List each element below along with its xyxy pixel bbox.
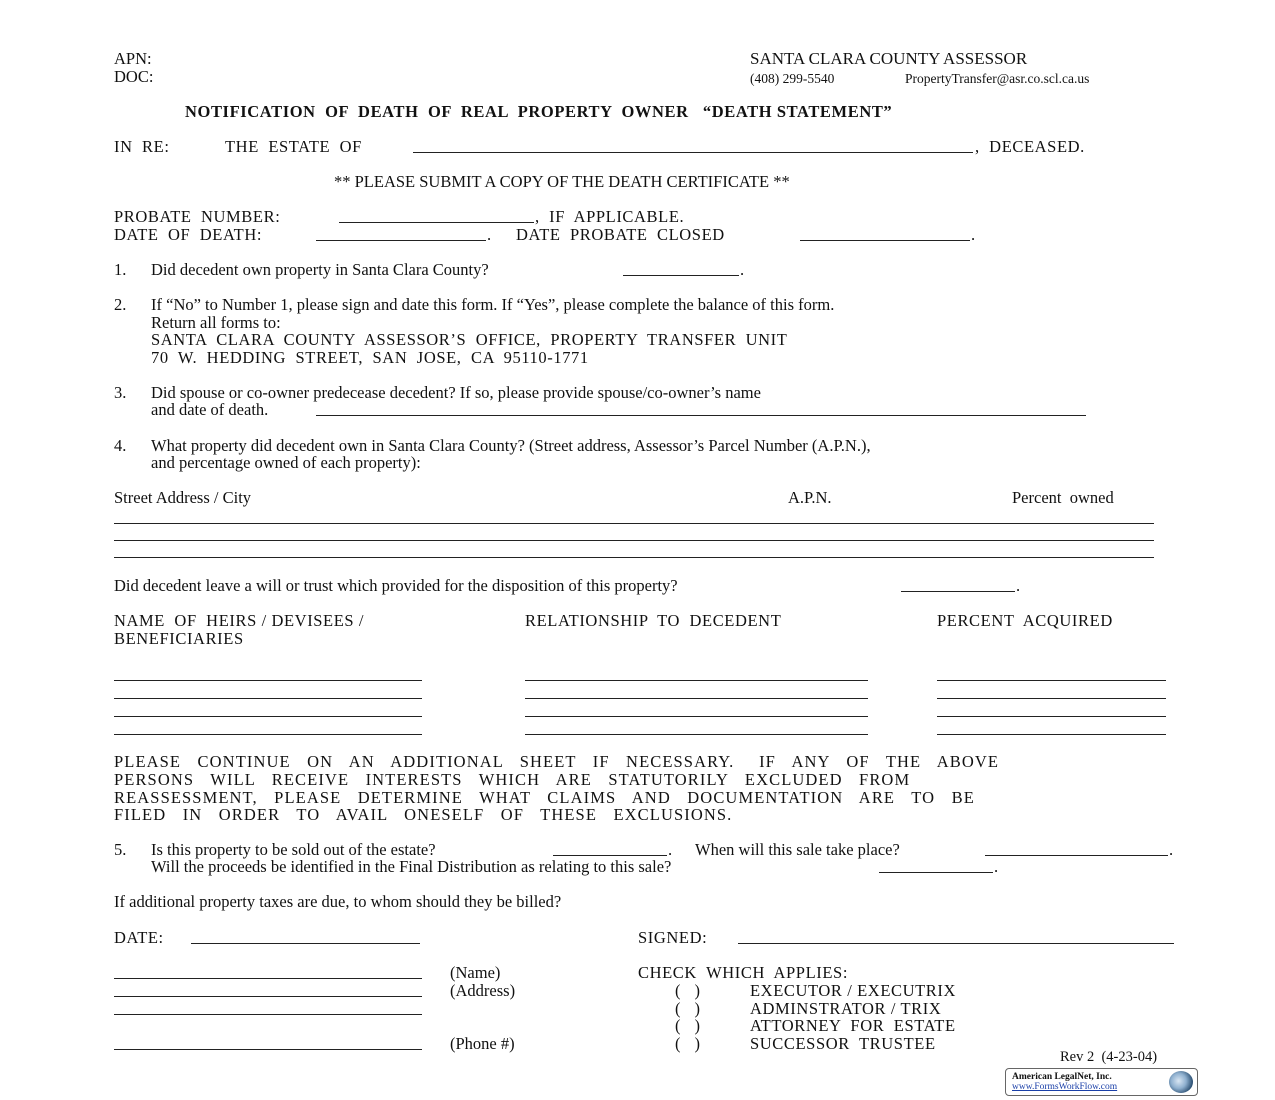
proceeds-question-text: Will the proceeds be identified in the Final Distribution as relating to this sale? — [151, 857, 672, 876]
when-sale-answer-field[interactable] — [985, 855, 1168, 856]
heir-2-relationship-field[interactable] — [525, 698, 868, 699]
period: . — [487, 225, 492, 244]
heir-4-percent-field[interactable] — [937, 734, 1166, 735]
checkbox-successor-trustee[interactable] — [675, 1035, 727, 1053]
question-text: Did decedent own property in Santa Clara County? — [151, 260, 489, 279]
column-percent-owned: Percent owned — [1012, 488, 1114, 507]
question-number: 2. — [114, 295, 127, 314]
heir-1-relationship-field[interactable] — [525, 680, 868, 681]
estate-name-field[interactable] — [413, 152, 973, 153]
column-street-address: Street Address / City — [114, 488, 252, 507]
date-of-death-label: DATE OF DEATH: — [114, 225, 263, 244]
apn-label: APN: — [114, 49, 152, 68]
question-text: If “No” to Number 1, please sign and date this form. If “Yes”, please complete the balance of this form. — [151, 295, 835, 314]
heir-3-name-field[interactable] — [114, 716, 422, 717]
heir-4-relationship-field[interactable] — [525, 734, 868, 735]
property-row-3-field[interactable] — [114, 557, 1154, 558]
question-1 — [114, 261, 489, 279]
in-re-label: IN RE: — [114, 137, 170, 156]
deceased-label: , DECEASED. — [975, 137, 1085, 156]
doc-label: DOC: — [114, 67, 154, 86]
sold-answer-field[interactable] — [553, 855, 667, 856]
heirs-name-header-line2: BENEFICIARIES — [114, 629, 244, 648]
will-answer-field[interactable] — [901, 591, 1015, 592]
if-applicable-label: , IF APPLICABLE. — [535, 207, 685, 226]
continue-notice-line-3: REASSESSMENT, PLEASE DETERMINE WHAT CLAIMS AND DOCUMENTATION ARE TO BE — [114, 788, 975, 807]
return-address-street: 70 W. HEDDING STREET, SAN JOSE, CA 95110-1771 — [151, 348, 589, 367]
address-label: (Address) — [450, 981, 516, 1000]
billing-address-field-2[interactable] — [114, 1014, 422, 1015]
question-text: What property did decedent own in Santa Clara County? (Street address, Assessor’s Parcel Number (A.P.N.), — [151, 436, 871, 455]
continue-notice-line-2: PERSONS WILL RECEIVE INTERESTS WHICH ARE STATUTORILY EXCLUDED FROM — [114, 770, 911, 789]
signature-field[interactable] — [738, 943, 1174, 944]
property-row-2-field[interactable] — [114, 540, 1154, 541]
period: . — [740, 260, 745, 279]
proceeds-answer-field[interactable] — [879, 872, 993, 873]
heir-3-percent-field[interactable] — [937, 716, 1166, 717]
period: . — [971, 225, 976, 244]
question-text: Did spouse or co-owner predecease decedent? If so, please provide spouse/co-owner’s name — [151, 383, 761, 402]
property-row-1-field[interactable] — [114, 523, 1154, 524]
option-attorney-label: ATTORNEY FOR ESTATE — [750, 1016, 956, 1035]
question-text: Is this property to be sold out of the estate? — [151, 840, 436, 859]
question-number: 5. — [114, 840, 127, 859]
question-number: 4. — [114, 436, 127, 455]
column-apn: A.P.N. — [788, 488, 832, 507]
heir-1-name-field[interactable] — [114, 680, 422, 681]
period: . — [1016, 576, 1021, 595]
period: . — [1169, 840, 1174, 859]
option-successor-trustee-label: SUCCESSOR TRUSTEE — [750, 1034, 936, 1053]
question-number: 1. — [114, 260, 127, 279]
heirs-name-header: NAME OF HEIRS / DEVISEES / — [114, 611, 365, 630]
name-label: (Name) — [450, 963, 501, 982]
checkbox-paren-icon: () — [675, 981, 714, 1000]
taxes-question: If additional property taxes are due, to whom should they be billed? — [114, 892, 562, 911]
checkbox-executor[interactable] — [675, 982, 727, 1000]
heir-2-name-field[interactable] — [114, 698, 422, 699]
continue-notice-line-1: PLEASE CONTINUE ON AN ADDITIONAL SHEET IF NECESSARY. IF ANY OF THE ABOVE — [114, 752, 1000, 771]
heir-1-percent-field[interactable] — [937, 680, 1166, 681]
option-administrator-label: ADMINSTRATOR / TRIX — [750, 999, 942, 1018]
question-number: 3. — [114, 383, 127, 402]
phone-label: (Phone #) — [450, 1034, 515, 1053]
revision-label: Rev 2 (4-23-04) — [1060, 1049, 1158, 1065]
death-certificate-notice: ** PLEASE SUBMIT A COPY OF THE DEATH CERTIFICATE ** — [334, 172, 790, 191]
question-4-line2: and percentage owned of each property): — [151, 453, 421, 472]
logo-company-name: American LegalNet, Inc. — [1012, 1072, 1112, 1082]
page-title: NOTIFICATION OF DEATH OF REAL PROPERTY OWNER “DEATH STATEMENT” — [185, 102, 893, 121]
billing-name-field[interactable] — [114, 978, 422, 979]
will-question: Did decedent leave a will or trust which provided for the disposition of this property? — [114, 576, 678, 595]
globe-icon — [1169, 1071, 1193, 1093]
return-address-office: SANTA CLARA COUNTY ASSESSOR’S OFFICE, PROPERTY TRANSFER UNIT — [151, 330, 788, 349]
billing-phone-field[interactable] — [114, 1049, 422, 1050]
period: . — [668, 840, 673, 859]
option-executor-label: EXECUTOR / EXECUTRIX — [750, 981, 957, 1000]
date-of-death-field[interactable] — [316, 240, 486, 241]
q1-answer-field[interactable] — [623, 275, 739, 276]
checkbox-paren-icon: () — [675, 1034, 714, 1053]
checkbox-paren-icon: () — [675, 1016, 714, 1035]
agency-email: PropertyTransfer@asr.co.scl.ca.us — [905, 71, 1090, 86]
agency-phone: (408) 299-5540 — [750, 71, 835, 86]
date-probate-closed-label: DATE PROBATE CLOSED — [516, 225, 725, 244]
heir-2-percent-field[interactable] — [937, 698, 1166, 699]
question-2 — [114, 296, 834, 314]
signed-label: SIGNED: — [638, 928, 708, 947]
when-sale-text: When will this sale take place? — [695, 840, 900, 859]
period: . — [994, 857, 999, 876]
american-legalnet-logo[interactable] — [1005, 1068, 1198, 1096]
question-3-line2: and date of death. — [151, 400, 269, 419]
probate-number-label: PROBATE NUMBER: — [114, 207, 281, 226]
heirs-percent-header: PERCENT ACQUIRED — [937, 611, 1113, 630]
checkbox-attorney[interactable] — [675, 1017, 727, 1035]
spouse-name-date-field[interactable] — [316, 415, 1086, 416]
logo-url-link[interactable]: www.FormsWorkFlow.com — [1012, 1082, 1118, 1092]
heirs-relationship-header: RELATIONSHIP TO DECEDENT — [525, 611, 782, 630]
check-which-applies-label: CHECK WHICH APPLIES: — [638, 963, 848, 982]
probate-number-field[interactable] — [339, 222, 534, 223]
estate-of-label: THE ESTATE OF — [225, 137, 362, 156]
agency-name: SANTA CLARA COUNTY ASSESSOR — [750, 49, 1028, 68]
return-forms-label: Return all forms to: — [151, 313, 281, 332]
checkbox-paren-icon: () — [675, 999, 714, 1018]
date-probate-closed-field[interactable] — [800, 240, 970, 241]
date-label: DATE: — [114, 928, 164, 947]
continue-notice-line-4: FILED IN ORDER TO AVAIL ONESELF OF THESE EXCLUSIONS. — [114, 805, 733, 824]
date-field[interactable] — [191, 943, 420, 944]
heir-4-name-field[interactable] — [114, 734, 422, 735]
heir-3-relationship-field[interactable] — [525, 716, 868, 717]
billing-address-field-1[interactable] — [114, 996, 422, 997]
